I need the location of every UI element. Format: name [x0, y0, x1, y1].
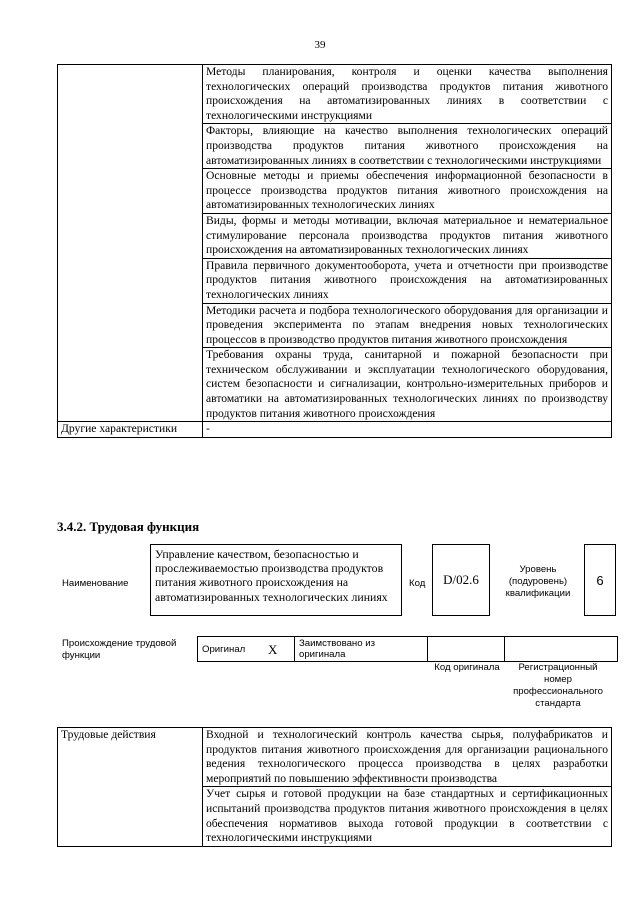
- original-mark: X: [262, 637, 295, 662]
- section-title: 3.4.2. Трудовая функция: [57, 519, 200, 534]
- table-row: [198, 637, 618, 662]
- table-cell: Входной и технологический контроль качества сырья, полуфабрикатов и продуктов питания животного происхождения для организации рационального ведения технологического процесса производства в целях разработки мероприятий по повышению эффективности производства: [203, 728, 612, 787]
- borrowed-label: Заимствовано из оригинала: [295, 637, 428, 662]
- level-label: Уровень (подуровень) квалификации: [505, 564, 571, 599]
- level-value: 6: [596, 572, 604, 588]
- table-row: [58, 422, 612, 438]
- name-label: Наименование: [62, 578, 129, 589]
- labor-actions-table: [57, 727, 612, 847]
- table-cell: Основные методы и приемы обеспечения информационной безопасности в процессе производства продуктов питания животного происхождения на автоматизированных технологических линиях: [203, 169, 612, 214]
- table-cell: Правила первичного документооборота, учета и отчетности при производстве продуктов питания животного происхождения на автоматизированных технологических линиях: [203, 258, 612, 303]
- label-cell: [58, 65, 203, 422]
- original-label: Оригинал: [198, 637, 263, 662]
- table-cell: Учет сырья и готовой продукции на базе стандартных и сертификационных испытаний производства продуктов питания животного происхождения в целях обеспечения нормативов выхода готовой продукции в соответствии с технологическими инструкциями: [203, 787, 612, 846]
- registration-caption: Регистрационный номер профессионального стандарта: [513, 662, 603, 709]
- code-label: Код: [409, 578, 426, 589]
- other-characteristics-value: -: [203, 422, 612, 438]
- labor-actions-label: Трудовые действия: [58, 728, 203, 847]
- origin-label: Происхождение трудовой функции: [62, 638, 177, 661]
- table-cell: Методики расчета и подбора технологического оборудования для организации и проведения эксперимента по этапам внедрения новых технологических процессов в производство продуктов питания животного происхождения: [203, 303, 612, 348]
- level-box: [584, 544, 616, 616]
- page-number: 39: [314, 39, 326, 51]
- table-cell: Методы планирования, контроля и оценки качества выполнения технологических операций производства продуктов питания животного происхождения на автоматизированных линиях в соответствии с технологическими инструкциями: [203, 65, 612, 124]
- table-cell: Требования охраны труда, санитарной и пожарной безопасности при техническом обслуживании и эксплуатации технологического оборудования, систем безопасности и сигнализации, контрольно-измерительных приборов и автоматики на автоматизированных технологических линиях по производству продуктов питания животного происхождения: [203, 348, 612, 422]
- table-cell: Факторы, влияющие на качество выполнения технологических операций производства продуктов питания животного происхождения на автоматизированных линиях в соответствии с технологическими инструкциями: [203, 124, 612, 169]
- function-code: D/02.6: [443, 572, 479, 587]
- knowledge-table: [57, 64, 612, 438]
- origin-table: [197, 636, 618, 662]
- table-row: [58, 65, 612, 124]
- function-name-box: Управление качеством, безопасностью и прослеживаемостью производства продуктов питания животного происхождения на автоматизированных технологических линиях: [150, 544, 402, 616]
- other-characteristics-label: Другие характеристики: [58, 422, 203, 438]
- table-row: [58, 728, 612, 787]
- registration-number-cell: [505, 637, 618, 662]
- original-code-cell: [428, 637, 505, 662]
- function-code-box: [432, 544, 490, 616]
- code-caption: Код оригинала: [434, 662, 500, 673]
- table-cell: Виды, формы и методы мотивации, включая материальное и нематериальное стимулирование персонала производства продуктов питания животного происхождения на автоматизированных технологических линиях: [203, 213, 612, 258]
